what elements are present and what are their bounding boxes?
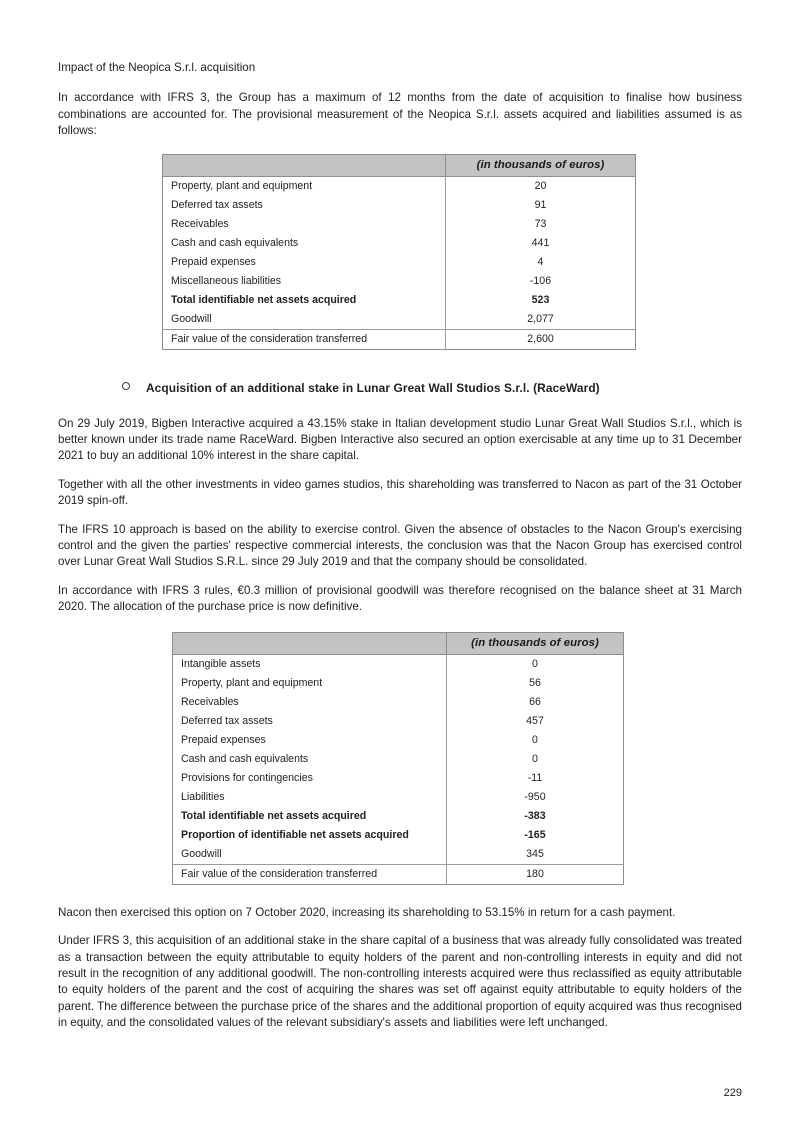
row-label: Miscellaneous liabilities: [163, 272, 446, 291]
neopica-table-container: [58, 154, 742, 350]
row-label: Receivables: [163, 215, 446, 234]
table-row: [173, 845, 624, 865]
row-value: 180: [447, 864, 624, 884]
row-label: Fair value of the consideration transferred: [173, 864, 447, 884]
table-row: [163, 272, 636, 291]
table-row: [163, 234, 636, 253]
row-label: Goodwill: [173, 845, 447, 865]
row-value: -950: [524, 791, 546, 804]
row-label: Liabilities: [173, 788, 447, 807]
table-two-header: [173, 632, 624, 654]
row-value: 73: [534, 218, 547, 231]
section-three-paragraph-2: Under IFRS 3, this acquisition of an additional stake in the share capital of a business that was already fully consolidated was treated as a transaction between the equity attributable to equity holders of the parent and non-controlling interests in equity and did not result in the recognition of any additional goodwill. The non-controlling interests acquired were thus reclassified as equity attributable to equity holders of the parent and the cost of acquiring the shares was set off against equity attributable to equity holders of the parent. The difference between the purchase price of the shares and the additional proportion of equity acquired was thus recognised in equity, and the consolidated values of the relevant subsidiary's assets and liabilities were left unchanged.: [58, 934, 742, 1030]
table-row: [163, 215, 636, 234]
table-row: [173, 712, 624, 731]
table-row: [163, 329, 636, 349]
row-label: Proportion of identifiable net assets acquired: [173, 826, 447, 845]
row-value: 345: [526, 848, 544, 861]
table-row: [173, 731, 624, 750]
section-two-paragraph-4: In accordance with IFRS 3 rules, €0.3 million of provisional goodwill was therefore recognised on the balance sheet at 31 March 2020. The allocation of the purchase price is now definitive.: [58, 583, 742, 614]
section-one-title: Impact of the Neopica S.r.l. acquisition: [58, 61, 256, 74]
section-one-intro-paragraph: In accordance with IFRS 3, the Group has a maximum of 12 months from the date of acquisition to finalise how business combinations are accounted for. The provisional measurement of the Neopica S.r.l. assets acquired and liabilities assumed is as follows:: [58, 91, 742, 138]
row-value: 91: [534, 199, 547, 212]
row-value: -11: [527, 772, 543, 785]
row-label: Property, plant and equipment: [163, 176, 446, 196]
row-value: 457: [526, 715, 544, 728]
raceward-table-container: [58, 632, 742, 885]
table-row: [163, 310, 636, 330]
row-value: 0: [532, 753, 538, 766]
table-row: [173, 826, 624, 845]
table-two-header-units: (in thousands of euros): [447, 632, 624, 654]
row-label: Goodwill: [163, 310, 446, 330]
table-row: [173, 788, 624, 807]
neopica-acquisition-table: [162, 154, 636, 350]
table-one-body: [163, 176, 636, 349]
table-two-header-blank: [173, 632, 447, 654]
table-one-header-blank: [163, 154, 446, 176]
row-label: Provisions for contingencies: [173, 769, 447, 788]
section-two-heading-row: [58, 380, 742, 396]
section-two-heading-block: [58, 380, 742, 396]
row-label: Cash and cash equivalents: [163, 234, 446, 253]
raceward-acquisition-table: [172, 632, 624, 885]
row-value: 66: [529, 696, 541, 709]
row-label: Fair value of the consideration transferred: [163, 329, 446, 349]
row-label: Deferred tax assets: [173, 712, 447, 731]
section-two-paragraph-3: The IFRS 10 approach is based on the ability to exercise control. Given the absence of obstacles to the Nacon Group's exercising control and the given the parties' respective commercial interests, the conclusion was that the Nacon Group has exercised control over Lunar Great Wall Studios S.R.L. since 29 July 2019 and that the company should be consolidated.: [58, 522, 742, 569]
page-number: 229: [723, 1087, 742, 1099]
table-row: [163, 196, 636, 215]
row-value: 56: [529, 677, 541, 690]
row-label: Deferred tax assets: [163, 196, 446, 215]
table-one-header-units: (in thousands of euros): [446, 154, 636, 176]
table-row: [163, 176, 636, 196]
row-value: 2,600: [446, 329, 636, 349]
row-value: 0: [532, 734, 538, 747]
row-value: 0: [532, 658, 538, 671]
table-row: [173, 864, 624, 884]
table-row: [173, 769, 624, 788]
table-row: [163, 291, 636, 310]
table-two-body: [173, 654, 624, 884]
row-value: -165: [524, 829, 546, 842]
row-label: Prepaid expenses: [163, 253, 446, 272]
table-row: [173, 750, 624, 769]
page-content: [58, 60, 742, 1044]
row-value: 2,077: [527, 313, 554, 326]
section-two-heading: Acquisition of an additional stake in Lunar Great Wall Studios S.r.l. (RaceWard): [146, 380, 600, 395]
row-value: -383: [524, 810, 546, 823]
table-row: [173, 807, 624, 826]
row-label: Total identifiable net assets acquired: [163, 291, 446, 310]
table-two-header-row: [173, 632, 624, 654]
row-value: 4: [537, 256, 544, 269]
table-one-header-row: [163, 154, 636, 176]
section-three-paragraph-1: Nacon then exercised this option on 7 October 2020, increasing its shareholding to 53.15% in return for a cash payment.: [58, 905, 676, 919]
row-label: Cash and cash equivalents: [173, 750, 447, 769]
table-one-header: [163, 154, 636, 176]
table-row: [163, 253, 636, 272]
row-label: Total identifiable net assets acquired: [173, 807, 447, 826]
row-label: Prepaid expenses: [173, 731, 447, 750]
table-row: [173, 693, 624, 712]
row-value: 523: [531, 294, 550, 307]
row-value: 441: [531, 237, 550, 250]
hollow-circle-bullet-icon: [122, 382, 130, 390]
section-two-paragraph-1: On 29 July 2019, Bigben Interactive acquired a 43.15% stake in Italian development studio Lunar Great Wall Studios S.r.l., which is better known under its trade name RaceWard. Bigben Interactive also secured an option exercisable at any time up to 31 December 2021 to buy an additional 10% interest in the share capital.: [58, 416, 742, 463]
row-value: 20: [534, 180, 547, 193]
row-label: Receivables: [173, 693, 447, 712]
table-row: [173, 654, 624, 674]
row-label: Property, plant and equipment: [173, 674, 447, 693]
row-value: -106: [529, 275, 552, 288]
table-row: [173, 674, 624, 693]
section-two-paragraph-2: Together with all the other investments in video games studios, this shareholding was transferred to Nacon as part of the 31 October 2019 spin-off.: [58, 477, 742, 508]
row-label: Intangible assets: [173, 654, 447, 674]
